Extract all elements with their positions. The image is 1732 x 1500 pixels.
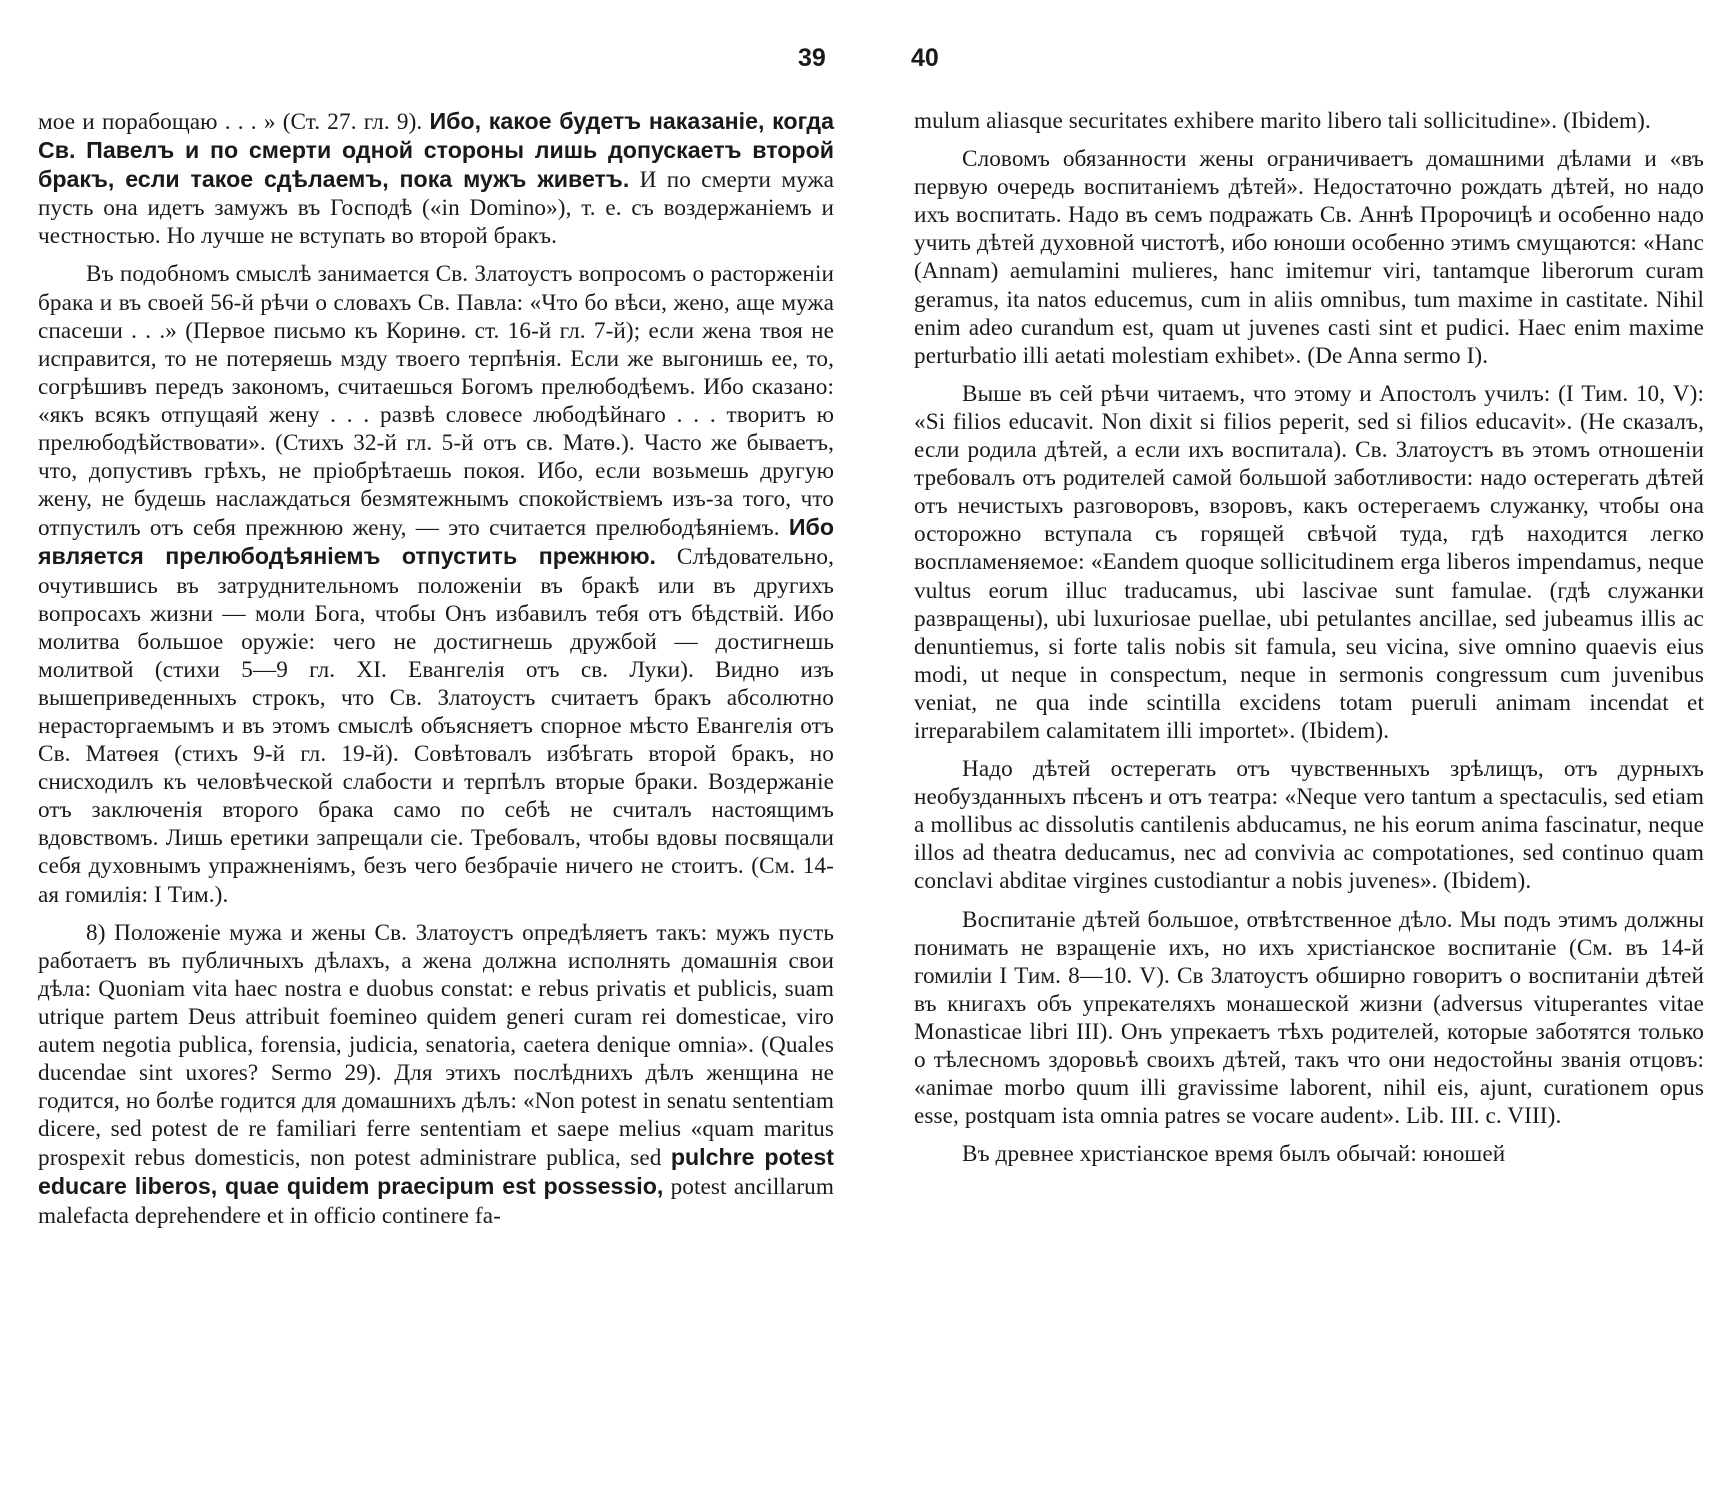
left-text-column xyxy=(38,107,834,1240)
paragraph: Воспитаніе дѣтей большое, отвѣтственное дѣло. Мы подъ этимъ должны понимать не взращеніе ихъ, но ихъ христіанское воспитаніе (См. въ 14-й гомиліи I Тим. 8—10. V). Св Златоустъ обширно говоритъ о воспитаніи дѣтей въ книгахъ объ упрекателяхъ монашеской жизни (adversus vituperantes vitae Monasticae libri III). Онъ упрекаетъ тѣхъ родителей, которые заботятся только о тѣлесномъ здоровьѣ своихъ дѣтей, такъ что они недостойны званія отцовъ: «animae morbo quum illi gravissime laborent, nihil eis, ajunt, curationem opus esse, postquam ista omnia patres se vocare audent». Lib. III. c. VIII). xyxy=(914,906,1704,1130)
paragraph: Выше въ сей рѣчи читаемъ, что этому и Апостолъ училъ: (I Тим. 10, V): «Si filios educavit. Non dixit si filios peperit, sed si filios educavit». (Не сказалъ, если родила дѣтей, а если ихъ воспитала). Св. Златоустъ въ этомъ отношеніи требовалъ отъ родителей самой большой заботливости: надо остерегать дѣтей отъ нечистыхъ разговоровъ, взоровъ, какъ остерегаемъ служанку, чтобы она осторожно вступала съ горящей свѣчой туда, гдѣ находится легко воспламеняемое: «Eandem quoque sollicitudinem erga liberos impendamus, neque vultus eorum illuc traducamus, ubi lascivae sunt famulae. (гдѣ служанки развращены), ubi luxuriosae puellae, ubi petulantes ancillae, sed jubeamus illis ac denuntiemus, si forte talis nobis sit famula, seu vicina, sive omnino quaevis eius modi, ut neque in conspectum, neque in sermonis congressum cum juvenibus veniat, ne qua inde scintilla excidens totam pueruli animam incendat et irreparabilem calamitatem illi importet». (Ibidem). xyxy=(914,380,1704,744)
paragraph xyxy=(38,919,834,1230)
text-run: И по смерти мужа пусть она идетъ замужъ въ Господѣ («in Domino»), т. е. съ воздержаніемъ и честностью. Но лучше не вступать во второй бракъ. xyxy=(38,167,834,250)
bold-text-run: pulchre potest educare liberos, quae quidem praecipum est possessio, xyxy=(38,1144,834,1200)
paragraph: Словомъ обязанности жены ограничиваетъ домашними дѣлами и «въ первую очередь воспитаніемъ дѣтей». Недостаточно рождать дѣтей, но надо ихъ воспитать. Надо въ семъ подражать Св. Аннѣ Пророчицѣ и особенно надо учить дѣтей духовной чистотѣ, ибо юноши особенно этимъ смущаются: «Hanc (Annam) aemulamini mulieres, hanc imitemur viri, tantamque liberorum curam geramus, ita natos educemus, cum in aliis omnibus, tum maxime in castitate. Nihil enim adeo curandum est, quam ut juvenes casti sint et pudici. Haec enim maxime perturbatio illi aetati molestiam exhibet». (De Anna sermo I). xyxy=(914,146,1704,369)
right-page xyxy=(866,0,1732,1500)
bold-text-run: Ибо является прелюбодѣяніемъ отпустить прежнюю. xyxy=(38,514,834,570)
paragraph xyxy=(38,107,834,250)
paragraph xyxy=(38,260,834,908)
text-run: 8) Положеніе мужа и жены Св. Златоустъ опредѣляетъ такъ: мужъ пусть работаетъ въ публичныхъ дѣлахъ, а жена должна исполнять домашнія свои дѣла: Quoniam vita haec nostra e duobus constat: e rebus privatis et publicis, suam utrique partem Deus attribuit foemineo quidem generi curam rei domesticae, viro autem negotia publica, forensia, judicia, senatoria, caetera denique omnia». (Quales ducendae sint uxores? Sermo 29). Для этихъ послѣднихъ дѣлъ женщина не годится, но болѣе годится для домашнихъ дѣлъ: «Non potest in senatu sententiam dicere, sed potest de re familiari ferre sententiam et saepe melius «quam maritus prospexit rebus domesticis, non potest administrare publica, sed xyxy=(38,919,834,1172)
text-run: potest ancillarum malefacta deprehendere et in officio continere fa- xyxy=(38,1174,834,1229)
page-number: 40 xyxy=(911,44,939,72)
text-run: Слѣдовательно, очутившись въ затруднительномъ положеніи въ бракѣ или въ другихъ вопросахъ жизни — моли Бога, чтобы Онъ избавилъ тебя отъ бѣдствій. Ибо молитва большое оружіе: чего не достигнешь дружбой — достигнешь молитвой (стихи 5—9 гл. XI. Евангелія отъ св. Луки). Видно изъ вышеприведенныхъ строкъ, что Св. Златоустъ считаетъ бракъ абсолютно нерасторгаемымъ и въ этомъ смыслѣ объясняетъ спорное мѣсто Евангелія отъ Св. Матѳея (стихъ 9-й гл. 19-й). Совѣтовалъ избѣгать второй бракъ, но снисходилъ къ человѣческой слабости и терпѣлъ вторые браки. Воздержаніе отъ заключенія второго брака само по себѣ не считалъ настоящимъ вдовствомъ. Лишь еретики запрещали сіе. Требовалъ, чтобы вдовы посвящали себя духовнымъ упражненіямъ, безъ чего безбрачіе ничего не стоитъ. (См. 14-ая гомилія: I Тим.). xyxy=(38,544,834,908)
paragraph: Въ древнее христіанское время былъ обычай: юношей xyxy=(962,1141,1506,1168)
right-text-column xyxy=(914,107,1704,1178)
text-run: мое и порабощаю . . . » (Ст. 27. гл. 9). xyxy=(38,109,430,135)
text-run: Въ подобномъ смыслѣ занимается Св. Златоустъ вопросомъ о расторженіи брака и въ своей 56-й рѣчи о словахъ Св. Павла: «Что бо вѣси, жено, аще мужа спасеши . . .» (Первое письмо къ Коринѳ. ст. 16-й гл. 7-й); если жена твоя не исправится, то не потеряешь мзду твоего терпѣнія. Если же выгонишь ее, то, согрѣшивъ передъ закономъ, считаешься Богомъ прелюбодѣемъ. Ибо сказано: «якъ всякъ отпущаяй жену . . . развѣ словесе любодѣйнаго . . . творитъ ю прелюбодѣйствовати». (Стихъ 32-й гл. 5-й отъ св. Матѳ.). Часто же бываетъ, что, допустивъ грѣхъ, не пріобрѣтаешь покоя. Ибо, если возьмешь другую жену, не будешь наслаждаться безмятежнымъ спокойствіемъ изъ-за того, что отпустилъ отъ себя прежнюю жену, — это считается прелюбодѣяніемъ. xyxy=(38,261,834,542)
page-number: 39 xyxy=(798,44,826,72)
paragraph: mulum aliasque securitates exhibere marito libero tali sollicitudine». (Ibidem). xyxy=(914,108,1651,134)
paragraph: Надо дѣтей остерегать отъ чувственныхъ зрѣлищъ, отъ дурныхъ необузданныхъ пѣсенъ и отъ театра: «Neque vero tantum a spectaculis, sed etiam a mollibus ac dissolutis cantilenis abducamus, ne his eorum anima fascinatur, neque illos ad theatra deducamus, nec ad convivia ac compotationes, sed continuo quam conclavi abditae virgines custodiantur a nobis juvenes». (Ibidem). xyxy=(914,756,1704,895)
bold-text-run: Ибо, какое будетъ наказаніе, когда Св. Павелъ и по смерти одной стороны лишь допускаетъ второй бракъ, если такое сдѣлаемъ, пока мужъ живетъ. xyxy=(38,108,834,193)
